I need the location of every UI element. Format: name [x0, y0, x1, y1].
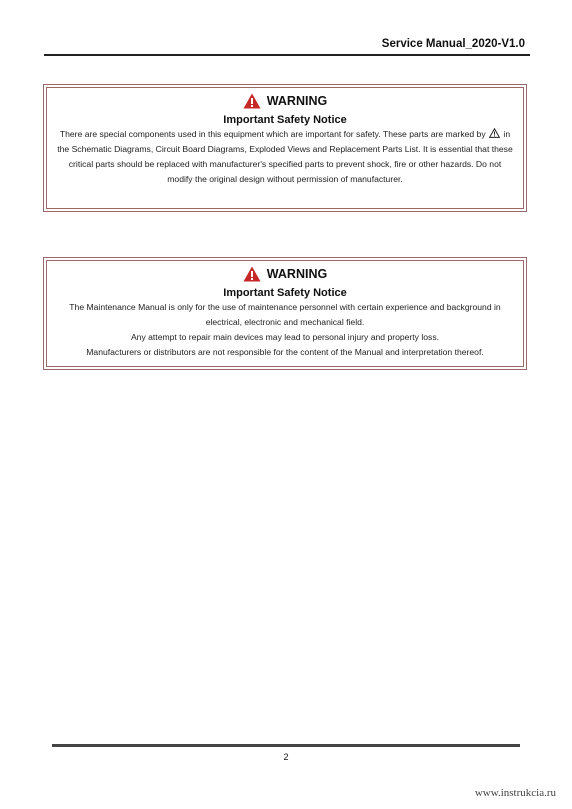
warning-label: WARNING	[266, 94, 328, 108]
safety-notice-box-1	[43, 84, 527, 212]
page-number: 2	[283, 752, 289, 762]
warning-label: WARNING	[266, 267, 328, 281]
notice-line-3: Manufacturers or distributors are not responsible for the content of the Manual and interpretation thereof.	[86, 347, 484, 357]
notice-title: Important Safety Notice	[223, 114, 347, 126]
notice-body-text	[47, 127, 523, 187]
warning-triangle-icon	[243, 266, 261, 282]
warning-heading	[47, 93, 523, 109]
notice-line-2: Any attempt to repair main devices may lead to personal injury and property loss.	[130, 332, 440, 342]
header-divider	[44, 54, 530, 56]
footer-divider	[52, 744, 520, 747]
notice-title: Important Safety Notice	[223, 287, 347, 299]
document-header-title: Service Manual_2020-V1.0	[381, 38, 525, 50]
warning-heading	[47, 266, 523, 282]
notice-line-1: The Maintenance Manual is only for the use of maintenance personnel with certain experience and background in electrical, electronic and mechanical field.	[69, 302, 501, 327]
safety-notice-box-1-inner	[46, 87, 524, 209]
safety-notice-box-2	[43, 257, 527, 370]
safety-notice-box-2-inner	[46, 260, 524, 367]
notice-text-part-1: There are special components used in this equipment which are important for safety. These parts are marked by	[59, 129, 486, 139]
notice-text-part-2: in the Schematic Diagrams, Circuit Board Diagrams, Exploded Views and Replacement Parts List. It is essential that these critical parts should be replaced with manufacturer's specified parts to prevent shock, fire or other hazards. Do not modify the original design without permission of manufacturer.	[57, 129, 513, 184]
watermark-text: www.instrukcia.ru	[474, 787, 556, 799]
caution-triangle-outline-icon	[489, 128, 500, 138]
warning-triangle-icon	[243, 93, 261, 109]
